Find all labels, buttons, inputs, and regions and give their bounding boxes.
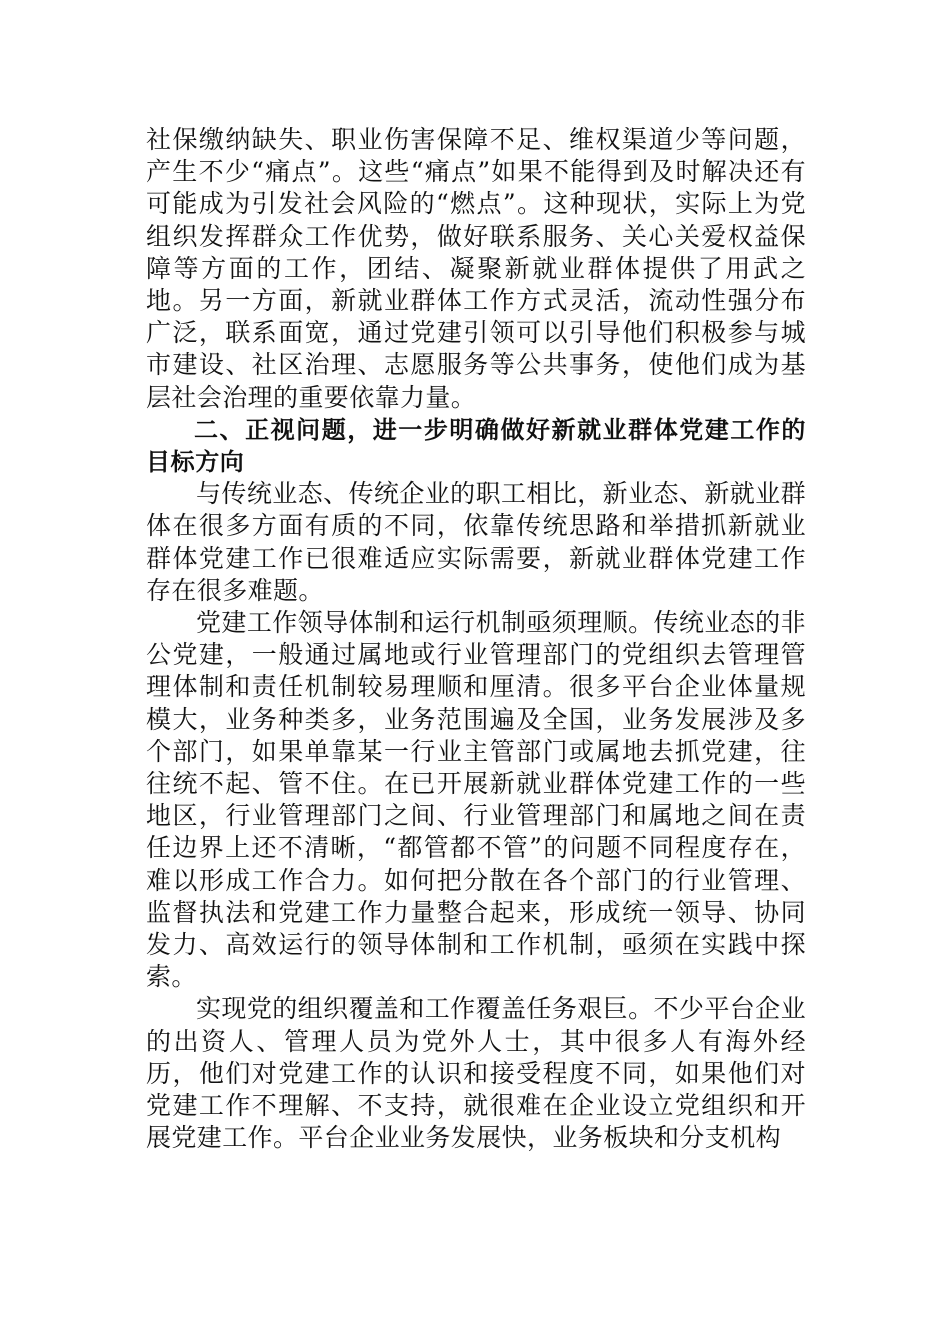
paragraph-continued: 社保缴纳缺失、职业伤害保障不足、维权渠道少等问题，产生不少“痛点”。这些“痛点”如果不能得到及时解决还有可能成为引发社会风险的“燃点”。这种现状，实际上为党组织发挥群众工作优势，做好联系服务、关心关爱权益保障等方面的工作，团结、凝聚新就业群体提供了用武之地。另一方面，新就业群体工作方式灵活，流动性强分布广泛，联系面宽，通过党建引领可以引导他们积极参与城市建设、社区治理、志愿服务等公共事务，使他们成为基层社会治理的重要依靠力量。	[146, 125, 806, 412]
document-page	[146, 124, 806, 1155]
paragraph-leadership-system: 党建工作领导体制和运行机制亟须理顺。传统业态的非公党建，一般通过属地或行业管理部门的党组织去管理管理体制和责任机制较易理顺和厘清。很多平台企业体量规模大，业务种类多，业务范围遍及全国，业务发展涉及多个部门，如果单靠某一行业主管部门或属地去抓党建，往往统不起、管不住。在已开展新就业群体党建工作的一些地区，行业管理部门之间、行业管理部门和属地之间在责任边界上还不清晰，“都管都不管”的问题不同程度存在，难以形成工作合力。如何把分散在各个部门的行业管理、监督执法和党建工作力量整合起来，形成统一领导、协同发力、高效运行的领导体制和工作机制，亟须在实践中探索。	[146, 608, 806, 992]
section-heading: 二、正视问题，进一步明确做好新就业群体党建工作的目标方向	[146, 415, 806, 477]
paragraph-intro: 与传统业态、传统企业的职工相比，新业态、新就业群体在很多方面有质的不同，依靠传统思路和举措抓新就业群体党建工作已很难适应实际需要，新就业群体党建工作存在很多难题。	[146, 479, 806, 605]
paragraph-coverage: 实现党的组织覆盖和工作覆盖任务艰巨。不少平台企业的出资人、管理人员为党外人士，其中很多人有海外经历，他们对党建工作的认识和接受程度不同，如果他们对党建工作不理解、不支持，就很难在企业设立党组织和开展党建工作。平台企业业务发展快，业务板块和分支机构	[146, 994, 806, 1153]
